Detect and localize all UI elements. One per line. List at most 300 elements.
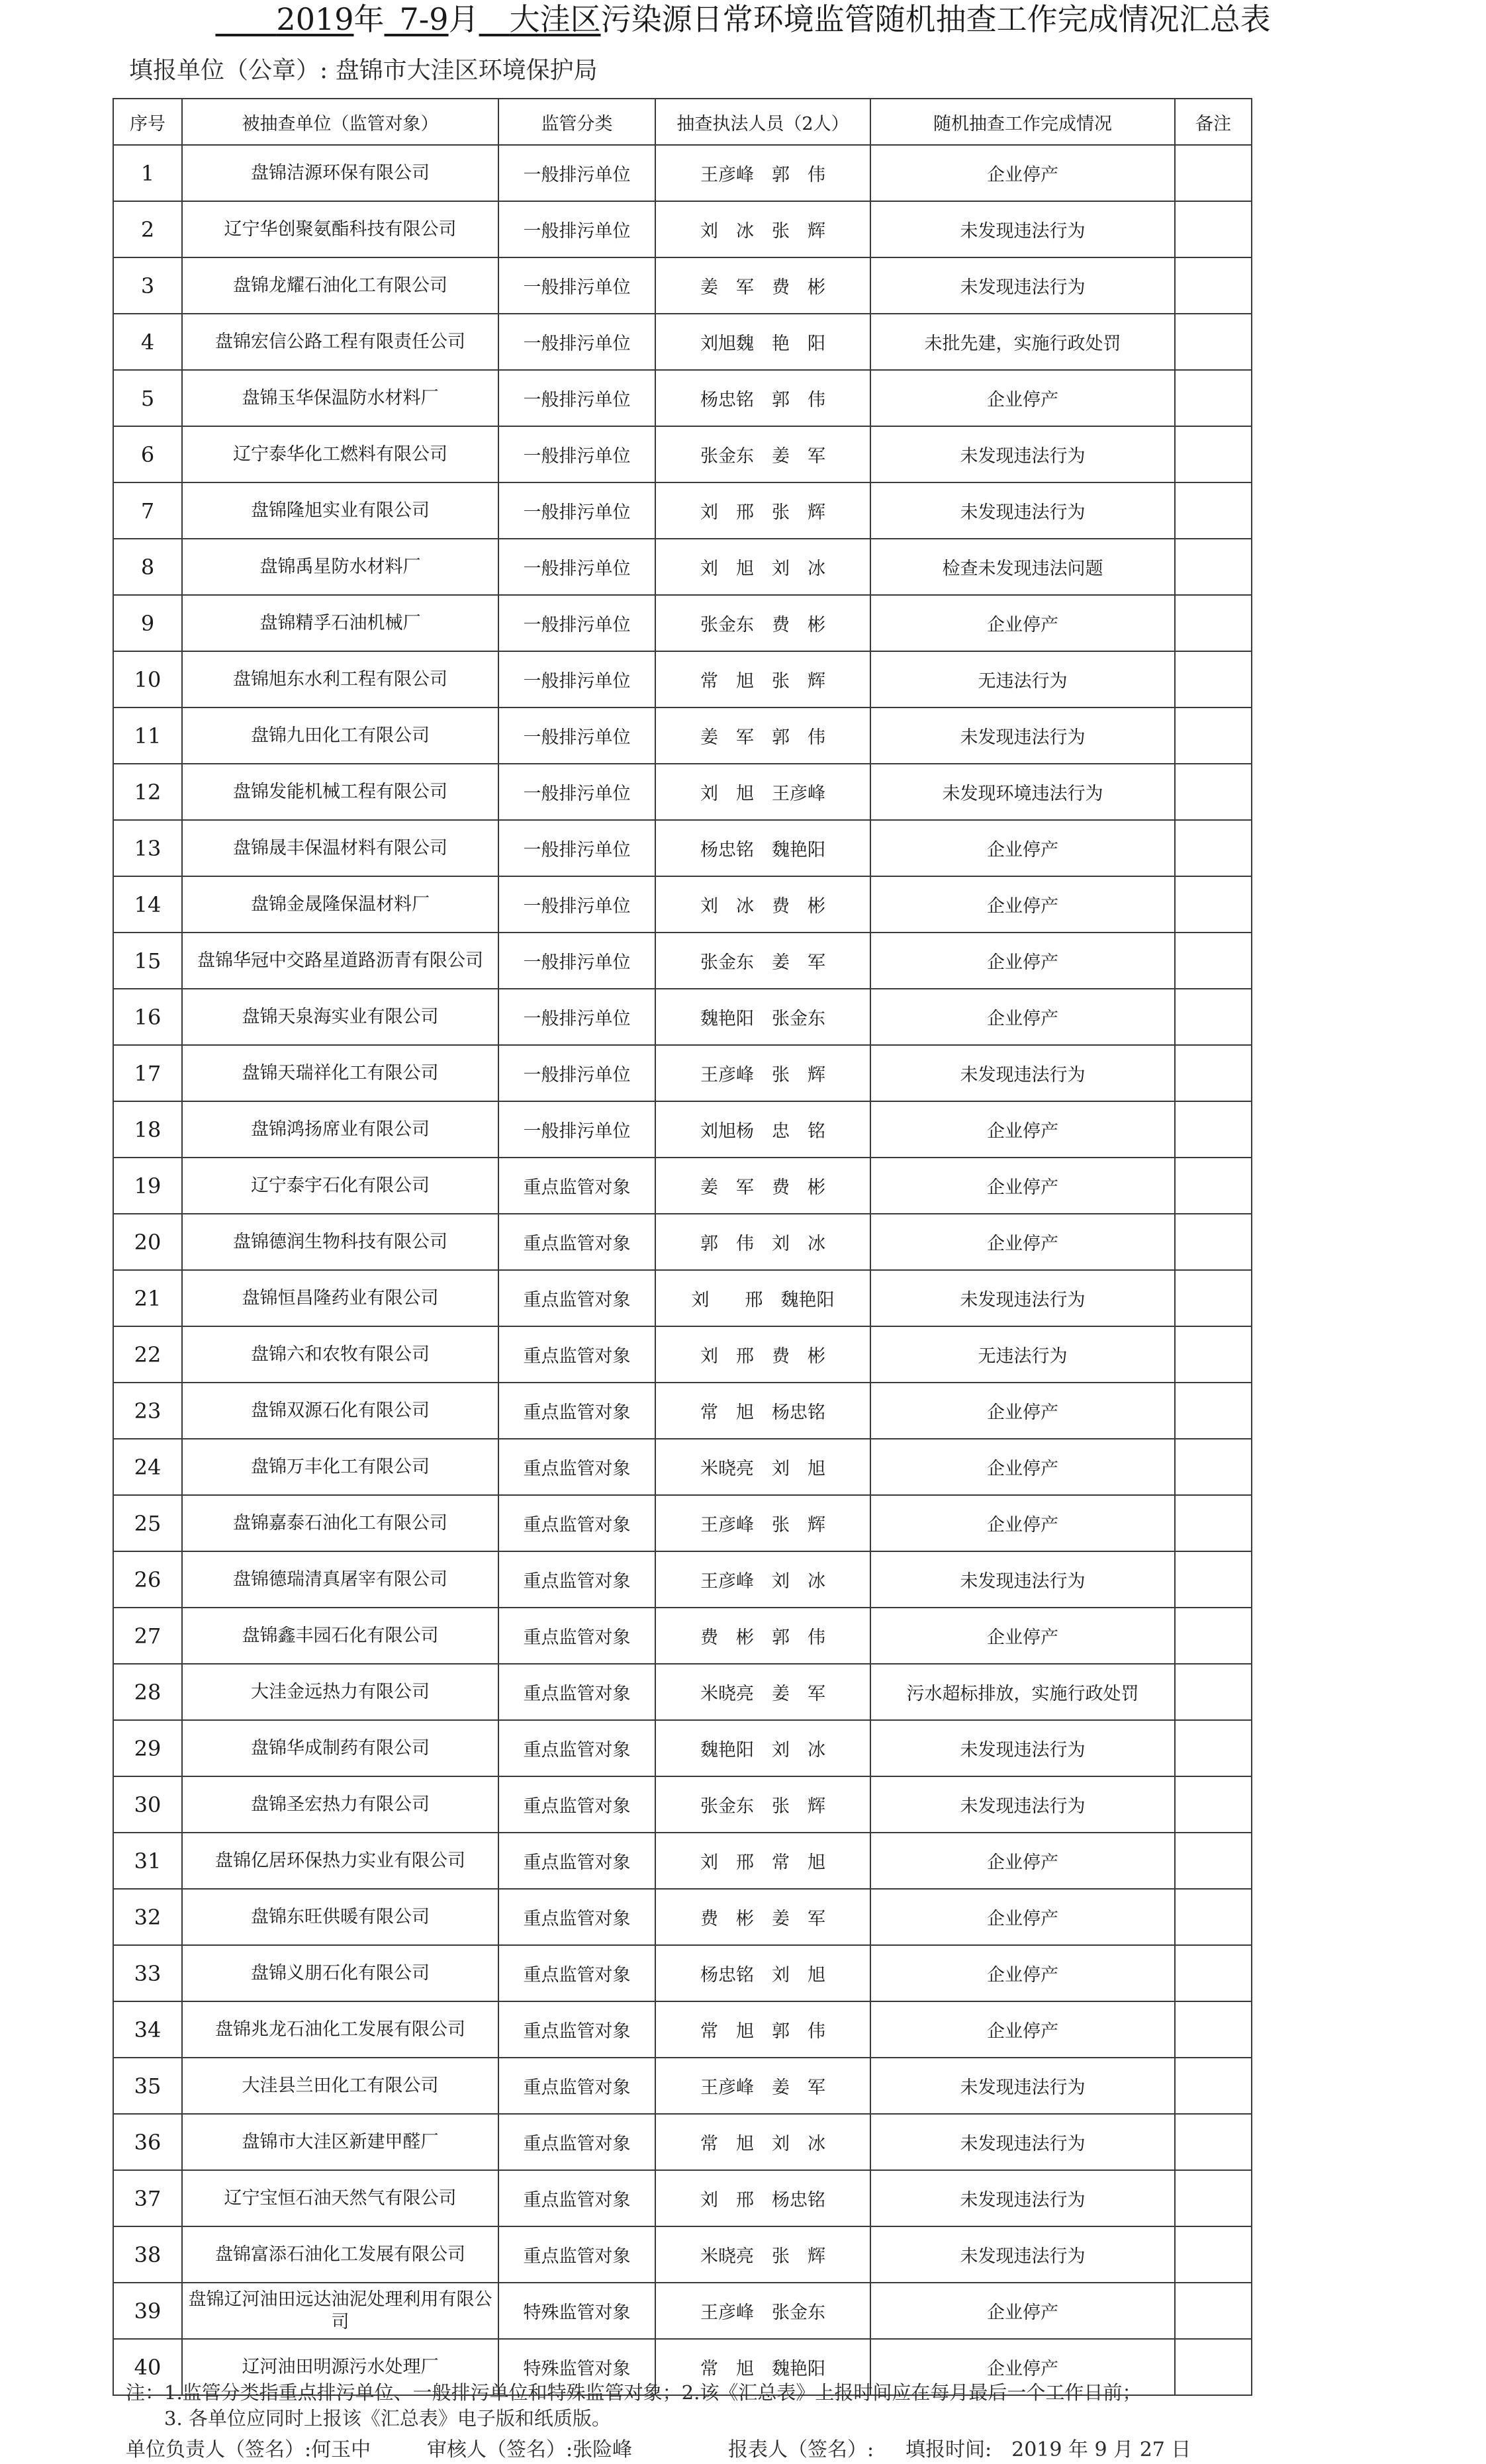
cell-category: 一般排污单位 [498, 1045, 655, 1101]
cell-remark [1175, 539, 1252, 595]
cell-remark [1175, 2114, 1252, 2170]
cell-seq: 11 [113, 707, 182, 764]
cell-remark [1175, 876, 1252, 933]
cell-category: 一般排污单位 [498, 426, 655, 482]
cell-remark [1175, 2339, 1252, 2395]
cell-staff: 刘 邢 张 辉 [655, 482, 870, 539]
cell-staff: 张金东 姜 军 [655, 426, 870, 482]
cell-category: 重点监管对象 [498, 1776, 655, 1833]
cell-category: 一般排污单位 [498, 482, 655, 539]
table-row [113, 2226, 1252, 2283]
cell-staff: 郭 伟 刘 冰 [655, 1214, 870, 1270]
cell-staff: 杨忠铭 魏艳阳 [655, 820, 870, 876]
table-row [113, 314, 1252, 370]
cell-seq: 20 [113, 1214, 182, 1270]
header-unit: 被抽查单位（监管对象） [182, 99, 498, 145]
cell-unit: 辽宁泰宇石化有限公司 [182, 1158, 498, 1214]
cell-result: 企业停产 [870, 595, 1175, 651]
cell-seq: 31 [113, 1833, 182, 1889]
cell-staff: 常 旭 魏艳阳 [655, 2339, 870, 2395]
cell-result: 企业停产 [870, 1383, 1175, 1439]
cell-result: 污水超标排放，实施行政处罚 [870, 1664, 1175, 1720]
header-staff: 抽查执法人员（2人） [655, 99, 870, 145]
cell-seq: 33 [113, 1945, 182, 2001]
table-row [113, 1101, 1252, 1158]
cell-unit: 盘锦隆旭实业有限公司 [182, 482, 498, 539]
cell-remark [1175, 1270, 1252, 1326]
cell-seq: 21 [113, 1270, 182, 1326]
cell-category: 一般排污单位 [498, 257, 655, 314]
cell-result: 未发现违法行为 [870, 707, 1175, 764]
cell-staff: 费 彬 姜 军 [655, 1889, 870, 1945]
cell-result: 无违法行为 [870, 1326, 1175, 1383]
cell-staff: 常 旭 张 辉 [655, 651, 870, 707]
cell-seq: 37 [113, 2170, 182, 2226]
cell-staff: 刘 邢 常 旭 [655, 1833, 870, 1889]
table-row [113, 595, 1252, 651]
cell-unit: 盘锦发能机械工程有限公司 [182, 764, 498, 820]
cell-seq: 17 [113, 1045, 182, 1101]
cell-result: 企业停产 [870, 1495, 1175, 1551]
cell-category: 一般排污单位 [498, 595, 655, 651]
cell-unit: 盘锦天瑞祥化工有限公司 [182, 1045, 498, 1101]
cell-remark [1175, 1101, 1252, 1158]
cell-remark [1175, 2226, 1252, 2283]
cell-staff: 王彦峰 张 辉 [655, 1045, 870, 1101]
cell-staff: 魏艳阳 张金东 [655, 989, 870, 1045]
cell-seq: 38 [113, 2226, 182, 2283]
cell-staff: 张金东 张 辉 [655, 1776, 870, 1833]
cell-staff: 米晓亮 姜 军 [655, 1664, 870, 1720]
cell-seq: 16 [113, 989, 182, 1045]
table-row [113, 989, 1252, 1045]
title-year: 2019 [276, 1, 354, 37]
cell-category: 一般排污单位 [498, 764, 655, 820]
cell-seq: 34 [113, 2001, 182, 2058]
cell-remark [1175, 1045, 1252, 1101]
cell-result: 检查未发现违法问题 [870, 539, 1175, 595]
title-month-suffix: 月 [448, 1, 479, 37]
cell-staff: 王彦峰 张金东 [655, 2283, 870, 2339]
cell-staff: 魏艳阳 刘 冰 [655, 1720, 870, 1776]
table-row [113, 1720, 1252, 1776]
cell-seq: 40 [113, 2339, 182, 2395]
cell-unit: 盘锦洁源环保有限公司 [182, 145, 498, 201]
cell-staff: 王彦峰 姜 军 [655, 2058, 870, 2114]
cell-result: 企业停产 [870, 989, 1175, 1045]
table-row [113, 2114, 1252, 2170]
cell-remark [1175, 1664, 1252, 1720]
cell-remark [1175, 1439, 1252, 1495]
header-category: 监管分类 [498, 99, 655, 145]
reviewer-signature: 审核人（签名）:张险峰 [427, 2438, 633, 2461]
cell-result: 企业停产 [870, 145, 1175, 201]
cell-remark [1175, 370, 1252, 426]
cell-seq: 35 [113, 2058, 182, 2114]
cell-unit: 盘锦鸿扬席业有限公司 [182, 1101, 498, 1158]
reporting-unit [129, 54, 598, 87]
cell-category: 重点监管对象 [498, 2226, 655, 2283]
cell-result: 企业停产 [870, 1945, 1175, 2001]
cell-category: 重点监管对象 [498, 1608, 655, 1664]
cell-remark [1175, 707, 1252, 764]
cell-unit: 盘锦鑫丰园石化有限公司 [182, 1608, 498, 1664]
cell-staff: 刘旭杨 忠 铭 [655, 1101, 870, 1158]
cell-staff: 刘 旭 王彦峰 [655, 764, 870, 820]
cell-seq: 19 [113, 1158, 182, 1214]
cell-seq: 25 [113, 1495, 182, 1551]
cell-staff: 刘 邢 杨忠铭 [655, 2170, 870, 2226]
cell-remark [1175, 1833, 1252, 1889]
table-header-row [113, 99, 1252, 145]
cell-result: 企业停产 [870, 1608, 1175, 1664]
reporting-unit-value: 盘锦市大洼区环境保护局 [335, 57, 598, 84]
cell-remark [1175, 764, 1252, 820]
cell-remark [1175, 1158, 1252, 1214]
cell-remark [1175, 1889, 1252, 1945]
cell-remark [1175, 314, 1252, 370]
cell-unit: 盘锦金晟隆保温材料厂 [182, 876, 498, 933]
cell-remark [1175, 2170, 1252, 2226]
table-row [113, 933, 1252, 989]
cell-unit: 盘锦禹星防水材料厂 [182, 539, 498, 595]
cell-staff: 常 旭 杨忠铭 [655, 1383, 870, 1439]
cell-result: 无违法行为 [870, 651, 1175, 707]
cell-unit: 辽宁华创聚氨酯科技有限公司 [182, 201, 498, 257]
document-title [0, 0, 1486, 38]
cell-unit: 盘锦精孚石油机械厂 [182, 595, 498, 651]
table-row [113, 2058, 1252, 2114]
table-row [113, 1664, 1252, 1720]
table-row [113, 2283, 1252, 2339]
cell-result: 未发现违法行为 [870, 1045, 1175, 1101]
cell-category: 一般排污单位 [498, 539, 655, 595]
cell-category: 一般排污单位 [498, 876, 655, 933]
cell-category: 一般排污单位 [498, 201, 655, 257]
cell-remark [1175, 257, 1252, 314]
cell-seq: 36 [113, 2114, 182, 2170]
cell-unit: 盘锦东旺供暖有限公司 [182, 1889, 498, 1945]
cell-remark [1175, 595, 1252, 651]
table-row [113, 370, 1252, 426]
reporting-unit-label: 填报单位（公章）: [129, 57, 328, 84]
cell-result: 未发现违法行为 [870, 1720, 1175, 1776]
cell-category: 一般排污单位 [498, 314, 655, 370]
cell-seq: 10 [113, 651, 182, 707]
cell-remark [1175, 1214, 1252, 1270]
cell-result: 未发现违法行为 [870, 1776, 1175, 1833]
cell-seq: 3 [113, 257, 182, 314]
table-row [113, 201, 1252, 257]
head-signature: 单位负责人（签名）:何玉中 [126, 2438, 371, 2461]
cell-result: 未发现环境违法行为 [870, 764, 1175, 820]
reporter-signature: 报表人（签名）: [728, 2438, 874, 2461]
cell-result: 企业停产 [870, 1158, 1175, 1214]
cell-seq: 39 [113, 2283, 182, 2339]
cell-seq: 2 [113, 201, 182, 257]
cell-unit: 盘锦天泉海实业有限公司 [182, 989, 498, 1045]
table-row [113, 145, 1252, 201]
title-year-suffix: 年 [353, 1, 385, 37]
cell-category: 重点监管对象 [498, 1383, 655, 1439]
cell-seq: 1 [113, 145, 182, 201]
cell-unit: 盘锦宏信公路工程有限责任公司 [182, 314, 498, 370]
table-row [113, 1945, 1252, 2001]
cell-remark [1175, 1776, 1252, 1833]
cell-category: 重点监管对象 [498, 1214, 655, 1270]
signature-line [126, 2438, 1191, 2463]
table-row [113, 1383, 1252, 1439]
cell-result: 未发现违法行为 [870, 482, 1175, 539]
cell-staff: 杨忠铭 郭 伟 [655, 370, 870, 426]
cell-category: 重点监管对象 [498, 2170, 655, 2226]
cell-result: 企业停产 [870, 1833, 1175, 1889]
table-row [113, 257, 1252, 314]
cell-seq: 23 [113, 1383, 182, 1439]
cell-result: 企业停产 [870, 1439, 1175, 1495]
table-row [113, 1889, 1252, 1945]
cell-seq: 6 [113, 426, 182, 482]
cell-staff: 米晓亮 张 辉 [655, 2226, 870, 2283]
cell-unit: 盘锦华成制药有限公司 [182, 1720, 498, 1776]
cell-unit: 盘锦六和农牧有限公司 [182, 1326, 498, 1383]
cell-seq: 12 [113, 764, 182, 820]
cell-result: 未批先建，实施行政处罚 [870, 314, 1175, 370]
cell-staff: 刘 冰 张 辉 [655, 201, 870, 257]
cell-unit: 盘锦九田化工有限公司 [182, 707, 498, 764]
cell-category: 重点监管对象 [498, 1439, 655, 1495]
cell-staff: 王彦峰 刘 冰 [655, 1551, 870, 1608]
table-row [113, 707, 1252, 764]
cell-seq: 27 [113, 1608, 182, 1664]
cell-remark [1175, 426, 1252, 482]
cell-result: 未发现违法行为 [870, 2058, 1175, 2114]
cell-unit: 盘锦恒昌隆药业有限公司 [182, 1270, 498, 1326]
title-district: 大洼区 [509, 1, 601, 37]
cell-category: 重点监管对象 [498, 1270, 655, 1326]
cell-result: 企业停产 [870, 820, 1175, 876]
header-remark: 备注 [1175, 99, 1252, 145]
cell-result: 企业停产 [870, 2283, 1175, 2339]
cell-category: 一般排污单位 [498, 933, 655, 989]
cell-result: 未发现违法行为 [870, 426, 1175, 482]
cell-remark [1175, 1720, 1252, 1776]
cell-category: 一般排污单位 [498, 145, 655, 201]
cell-staff: 王彦峰 郭 伟 [655, 145, 870, 201]
cell-result: 企业停产 [870, 2001, 1175, 2058]
cell-category: 重点监管对象 [498, 1551, 655, 1608]
title-rest: 污染源日常环境监管随机抽查工作完成情况汇总表 [600, 1, 1271, 37]
table-row [113, 820, 1252, 876]
table-row [113, 764, 1252, 820]
cell-unit: 盘锦龙耀石油化工有限公司 [182, 257, 498, 314]
cell-seq: 22 [113, 1326, 182, 1383]
cell-seq: 7 [113, 482, 182, 539]
table-row [113, 1439, 1252, 1495]
cell-staff: 刘 冰 费 彬 [655, 876, 870, 933]
cell-category: 重点监管对象 [498, 2114, 655, 2170]
cell-category: 重点监管对象 [498, 1495, 655, 1551]
cell-seq: 5 [113, 370, 182, 426]
cell-unit: 盘锦德瑞清真屠宰有限公司 [182, 1551, 498, 1608]
table-row [113, 1045, 1252, 1101]
cell-seq: 18 [113, 1101, 182, 1158]
header-result: 随机抽查工作完成情况 [870, 99, 1175, 145]
cell-remark [1175, 2058, 1252, 2114]
cell-remark [1175, 1945, 1252, 2001]
cell-staff: 刘 邢 魏艳阳 [655, 1270, 870, 1326]
cell-seq: 24 [113, 1439, 182, 1495]
cell-category: 特殊监管对象 [498, 2283, 655, 2339]
cell-unit: 盘锦辽河油田远达油泥处理利用有限公司 [182, 2283, 498, 2339]
cell-remark [1175, 482, 1252, 539]
cell-seq: 13 [113, 820, 182, 876]
table-row [113, 1551, 1252, 1608]
cell-remark [1175, 201, 1252, 257]
cell-staff: 刘 邢 费 彬 [655, 1326, 870, 1383]
cell-category: 一般排污单位 [498, 370, 655, 426]
cell-remark [1175, 145, 1252, 201]
cell-category: 重点监管对象 [498, 1945, 655, 2001]
cell-remark [1175, 933, 1252, 989]
cell-unit: 盘锦华冠中交路星道路沥青有限公司 [182, 933, 498, 989]
cell-staff: 刘 旭 刘 冰 [655, 539, 870, 595]
cell-staff: 姜 军 郭 伟 [655, 707, 870, 764]
table-row [113, 876, 1252, 933]
cell-remark [1175, 820, 1252, 876]
cell-unit: 盘锦玉华保温防水材料厂 [182, 370, 498, 426]
cell-category: 重点监管对象 [498, 2058, 655, 2114]
table-row [113, 2170, 1252, 2226]
cell-result: 企业停产 [870, 1214, 1175, 1270]
cell-unit: 盘锦晟丰保温材料有限公司 [182, 820, 498, 876]
cell-result: 未发现违法行为 [870, 2226, 1175, 2283]
table-row [113, 1608, 1252, 1664]
cell-unit: 盘锦旭东水利工程有限公司 [182, 651, 498, 707]
cell-category: 一般排污单位 [498, 707, 655, 764]
cell-seq: 9 [113, 595, 182, 651]
cell-remark [1175, 1495, 1252, 1551]
cell-category: 一般排污单位 [498, 989, 655, 1045]
cell-staff: 杨忠铭 刘 旭 [655, 1945, 870, 2001]
cell-staff: 王彦峰 张 辉 [655, 1495, 870, 1551]
inspection-summary-table [113, 98, 1252, 2396]
cell-result: 未发现违法行为 [870, 201, 1175, 257]
cell-category: 特殊监管对象 [498, 2339, 655, 2395]
cell-unit: 大洼县兰田化工有限公司 [182, 2058, 498, 2114]
cell-staff: 刘旭魏 艳 阳 [655, 314, 870, 370]
cell-category: 一般排污单位 [498, 820, 655, 876]
cell-category: 重点监管对象 [498, 1889, 655, 1945]
cell-remark [1175, 989, 1252, 1045]
table-row [113, 1495, 1252, 1551]
cell-seq: 29 [113, 1720, 182, 1776]
cell-result: 企业停产 [870, 1101, 1175, 1158]
cell-staff: 常 旭 刘 冰 [655, 2114, 870, 2170]
cell-category: 重点监管对象 [498, 1158, 655, 1214]
cell-unit: 盘锦德润生物科技有限公司 [182, 1214, 498, 1270]
cell-unit: 辽宁宝恒石油天然气有限公司 [182, 2170, 498, 2226]
cell-unit: 盘锦亿居环保热力实业有限公司 [182, 1833, 498, 1889]
cell-unit: 大洼金远热力有限公司 [182, 1664, 498, 1720]
cell-result: 未发现违法行为 [870, 2114, 1175, 2170]
cell-unit: 盘锦富添石油化工发展有限公司 [182, 2226, 498, 2283]
cell-seq: 8 [113, 539, 182, 595]
header-seq: 序号 [113, 99, 182, 145]
cell-unit: 盘锦万丰化工有限公司 [182, 1439, 498, 1495]
cell-result: 企业停产 [870, 370, 1175, 426]
cell-remark [1175, 1383, 1252, 1439]
cell-result: 企业停产 [870, 933, 1175, 989]
cell-unit: 辽宁泰华化工燃料有限公司 [182, 426, 498, 482]
cell-unit: 盘锦义朋石化有限公司 [182, 1945, 498, 2001]
table-row [113, 1270, 1252, 1326]
cell-remark [1175, 651, 1252, 707]
cell-remark [1175, 1551, 1252, 1608]
cell-unit: 盘锦圣宏热力有限公司 [182, 1776, 498, 1833]
table-row [113, 1214, 1252, 1270]
table-row [113, 482, 1252, 539]
cell-result: 企业停产 [870, 2339, 1175, 2395]
table-row [113, 1833, 1252, 1889]
cell-category: 重点监管对象 [498, 1833, 655, 1889]
cell-category: 重点监管对象 [498, 1664, 655, 1720]
table-row [113, 539, 1252, 595]
note-line-2: 3. 各单位应同时上报该《汇总表》电子版和纸质版。 [126, 2407, 611, 2430]
cell-unit: 辽河油田明源污水处理厂 [182, 2339, 498, 2395]
note-line-1: 注：1.监管分类指重点排污单位、一般排污单位和特殊监管对象；2.该《汇总表》上报时间应在每月最后一个工作日前； [126, 2381, 1142, 2404]
cell-category: 重点监管对象 [498, 2001, 655, 2058]
cell-result: 未发现违法行为 [870, 1270, 1175, 1326]
cell-staff: 姜 军 费 彬 [655, 257, 870, 314]
cell-unit: 盘锦市大洼区新建甲醛厂 [182, 2114, 498, 2170]
cell-result: 未发现违法行为 [870, 1551, 1175, 1608]
cell-seq: 15 [113, 933, 182, 989]
cell-staff: 张金东 费 彬 [655, 595, 870, 651]
cell-remark [1175, 2001, 1252, 2058]
cell-staff: 张金东 姜 军 [655, 933, 870, 989]
title-months: 7-9 [399, 1, 449, 37]
cell-unit: 盘锦兆龙石油化工发展有限公司 [182, 2001, 498, 2058]
cell-seq: 14 [113, 876, 182, 933]
cell-result: 未发现违法行为 [870, 257, 1175, 314]
cell-category: 一般排污单位 [498, 651, 655, 707]
table-row [113, 426, 1252, 482]
table-row [113, 2001, 1252, 2058]
cell-staff: 米晓亮 刘 旭 [655, 1439, 870, 1495]
cell-result: 企业停产 [870, 876, 1175, 933]
table-row [113, 1326, 1252, 1383]
cell-result: 企业停产 [870, 1889, 1175, 1945]
cell-category: 一般排污单位 [498, 1101, 655, 1158]
table-row [113, 1158, 1252, 1214]
cell-remark [1175, 2283, 1252, 2339]
table-row [113, 1776, 1252, 1833]
cell-unit: 盘锦双源石化有限公司 [182, 1383, 498, 1439]
cell-staff: 姜 军 费 彬 [655, 1158, 870, 1214]
cell-category: 重点监管对象 [498, 1326, 655, 1383]
cell-seq: 32 [113, 1889, 182, 1945]
cell-staff: 常 旭 郭 伟 [655, 2001, 870, 2058]
cell-seq: 30 [113, 1776, 182, 1833]
cell-remark [1175, 1326, 1252, 1383]
cell-seq: 4 [113, 314, 182, 370]
cell-staff: 费 彬 郭 伟 [655, 1608, 870, 1664]
cell-remark [1175, 1608, 1252, 1664]
cell-result: 未发现违法行为 [870, 2170, 1175, 2226]
cell-category: 重点监管对象 [498, 1720, 655, 1776]
cell-seq: 28 [113, 1664, 182, 1720]
